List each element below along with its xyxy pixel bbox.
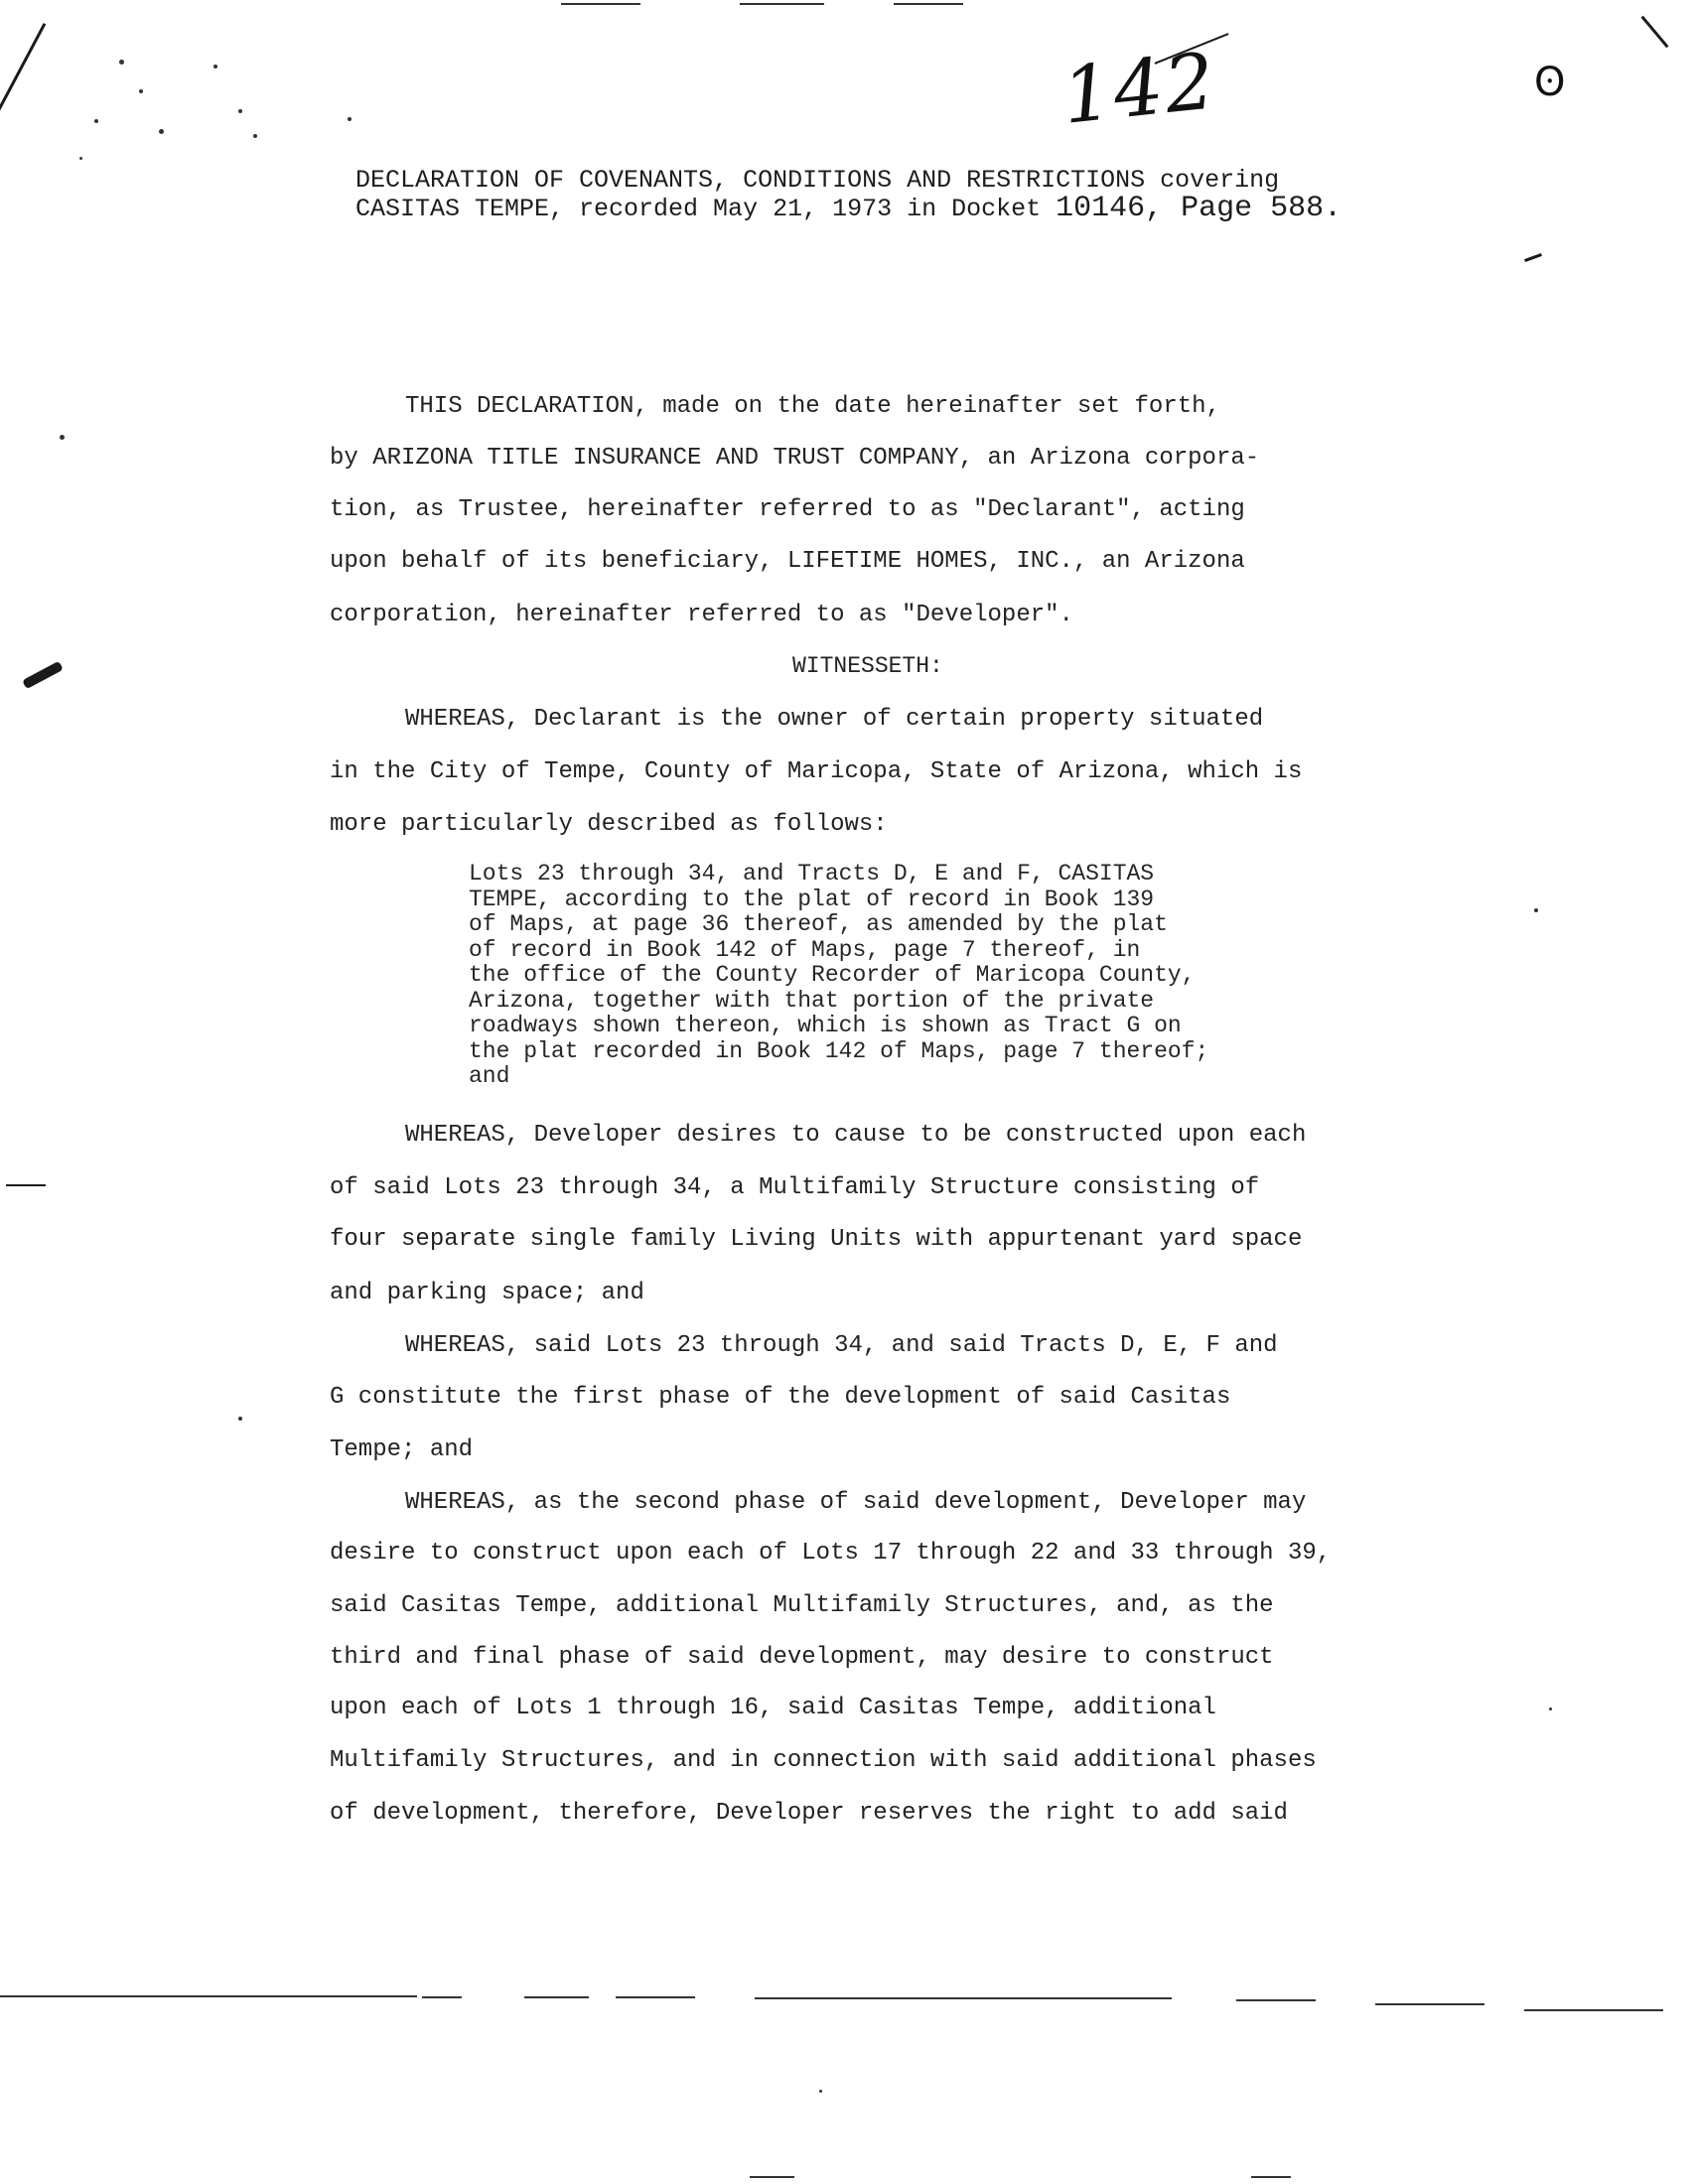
legal-description-line: roadways shown thereon, which is shown as Tract G on [469, 1013, 1182, 1038]
scan-speck [1549, 1707, 1552, 1710]
legal-description-line: Arizona, together with that portion of the private [469, 987, 1155, 1014]
paragraph-line: WHEREAS, as the second phase of said development, Developer may [405, 1489, 1307, 1516]
page-bottom-rule [422, 1996, 462, 1998]
scan-speck [94, 119, 98, 123]
paragraph-line: of said Lots 23 through 34, a Multifamily Structure consisting of [330, 1174, 1260, 1201]
legal-description-line: and [469, 1063, 510, 1089]
paragraph-line: desire to construct upon each of Lots 17 through 22 and 33 through 39, [330, 1540, 1332, 1567]
witnesseth-heading: WITNESSETH: [792, 653, 943, 679]
scan-speck [79, 157, 82, 160]
paragraph-line: Tempe; and [330, 1436, 474, 1463]
scan-speck [819, 2090, 822, 2093]
heading-docket-reference: 10146, Page 588. [1056, 192, 1342, 225]
handwritten-corner-mark: ʘ [1534, 60, 1566, 105]
paragraph-line: four separate single family Living Units with appurtenant yard space [330, 1226, 1303, 1253]
page-bottom-edge [750, 2176, 794, 2178]
scan-speck [213, 65, 217, 68]
paragraph-line: upon behalf of its beneficiary, LIFETIME HOMES, INC., an Arizona [330, 548, 1245, 575]
page-bottom-rule [616, 1996, 695, 1998]
scan-artifact-left-blot [22, 661, 64, 690]
paragraph-line: of development, therefore, Developer reserves the right to add said [330, 1800, 1288, 1827]
heading-recording-info: CASITAS TEMPE, recorded May 21, 1973 in Docket [355, 195, 1057, 223]
scan-artifact-top-right [1640, 16, 1668, 49]
paragraph-line: THIS DECLARATION, made on the date hereinafter set forth, [405, 393, 1220, 420]
top-edge-line [561, 3, 640, 5]
page-bottom-rule [755, 1997, 1172, 1999]
heading-line-2 [355, 192, 1487, 225]
scan-speck [1534, 908, 1538, 912]
legal-description-line: the plat recorded in Book 142 of Maps, page 7 thereof; [469, 1037, 1209, 1064]
scan-speck [119, 60, 124, 65]
scan-speck [159, 129, 164, 134]
paragraph-line: said Casitas Tempe, additional Multifamily Structures, and, as the [330, 1592, 1274, 1619]
handwritten-page-number: 142 [1058, 37, 1221, 142]
page-bottom-rule [1236, 1999, 1316, 2001]
page-bottom-rule [1524, 2009, 1663, 2011]
scan-artifact-top-left [0, 23, 46, 112]
legal-description [469, 862, 1342, 1090]
legal-description-line: Lots 23 through 34, and Tracts D, E and F, CASITAS [469, 861, 1155, 887]
paragraph-line: third and final phase of said development, may desire to construct [330, 1644, 1274, 1671]
scan-speck [238, 109, 242, 113]
paragraph-line: tion, as Trustee, hereinafter referred to as "Declarant", acting [330, 496, 1245, 523]
paragraph-line: WHEREAS, said Lots 23 through 34, and said Tracts D, E, F and [405, 1332, 1278, 1359]
paragraph-line: and parking space; and [330, 1280, 644, 1306]
legal-description-line: of Maps, at page 36 thereof, as amended by the plat [469, 911, 1168, 937]
paragraph-line: corporation, hereinafter referred to as "Developer". [330, 602, 1073, 628]
legal-description-line: TEMPE, according to the plat of record in Book 139 [469, 886, 1155, 912]
paragraph-line: WHEREAS, Declarant is the owner of certain property situated [405, 706, 1264, 733]
paragraph-line: Multifamily Structures, and in connection with said additional phases [330, 1747, 1317, 1774]
paragraph-line: upon each of Lots 1 through 16, said Casitas Tempe, additional [330, 1695, 1216, 1721]
scan-speck [238, 1417, 242, 1421]
paragraph-line: WHEREAS, Developer desires to cause to be constructed upon each [405, 1122, 1307, 1149]
top-edge-line [894, 3, 963, 5]
legal-description-line: the office of the County Recorder of Maricopa County, [469, 962, 1196, 988]
paragraph-line: G constitute the first phase of the development of said Casitas [330, 1384, 1231, 1411]
paragraph-line: more particularly described as follows: [330, 811, 888, 838]
scan-speck [139, 89, 143, 93]
legal-description-line: of record in Book 142 of Maps, page 7 thereof, in [469, 936, 1141, 963]
document-heading [355, 167, 1487, 223]
page-bottom-rule [524, 1996, 589, 1998]
page-bottom-rule [1375, 2003, 1484, 2005]
page-bottom-edge [1251, 2176, 1291, 2178]
scan-artifact-right-dash [1524, 253, 1542, 262]
scan-speck [348, 117, 352, 121]
heading-line-1: DECLARATION OF COVENANTS, CONDITIONS AND RESTRICTIONS covering [355, 166, 1280, 195]
paragraph-line: in the City of Tempe, County of Maricopa, State of Arizona, which is [330, 758, 1303, 785]
scan-speck [60, 435, 65, 440]
page-bottom-rule [0, 1995, 417, 1997]
scan-speck [253, 134, 257, 138]
top-edge-line [740, 3, 824, 5]
paragraph-line: by ARIZONA TITLE INSURANCE AND TRUST COMPANY, an Arizona corpora- [330, 445, 1260, 472]
scan-artifact-left-dash [6, 1184, 46, 1186]
